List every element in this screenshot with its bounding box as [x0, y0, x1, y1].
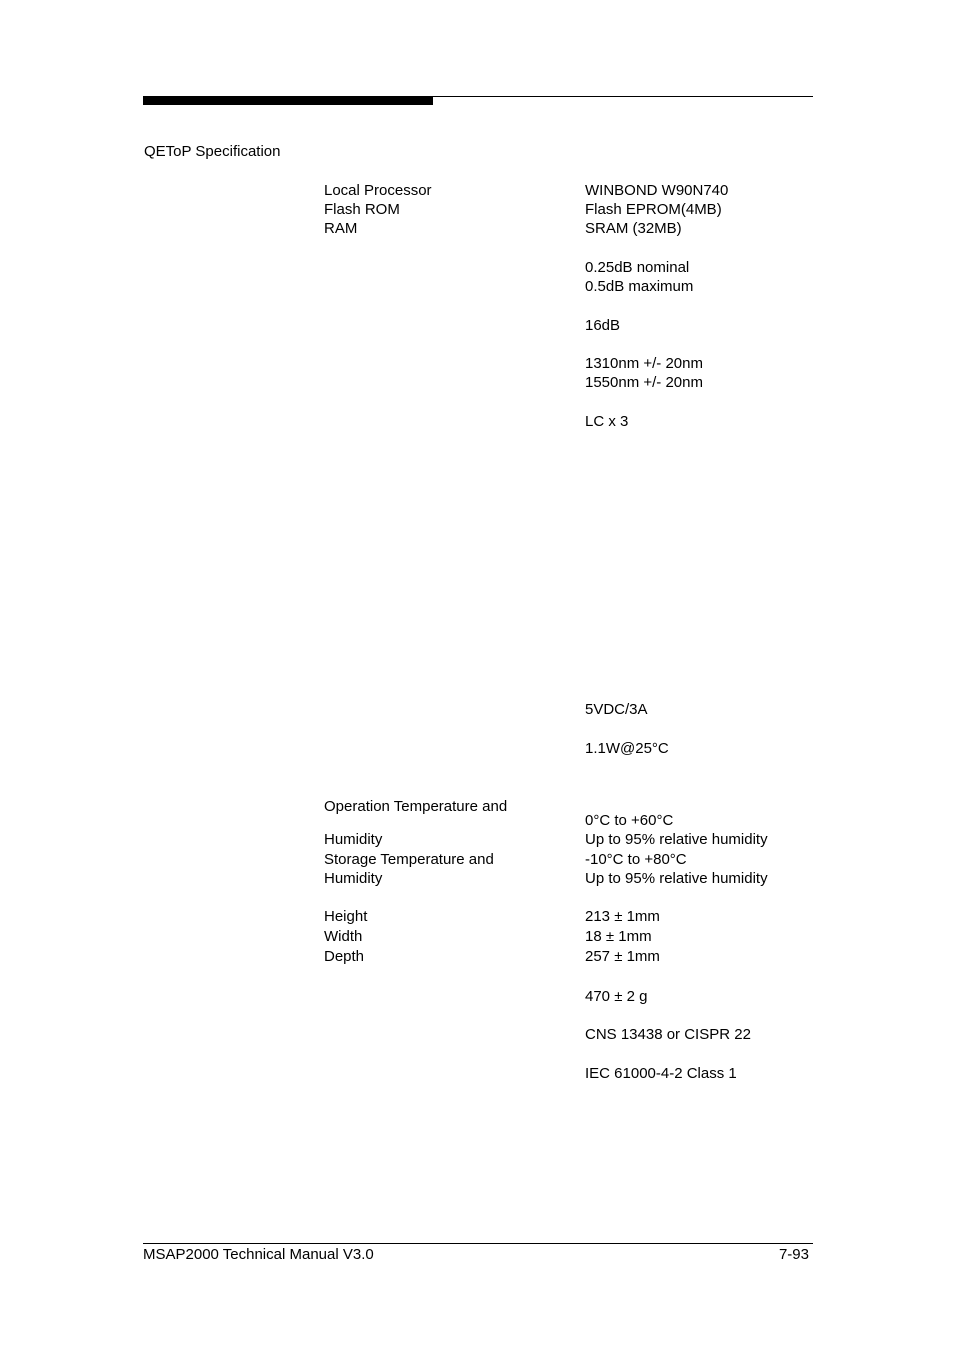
value-storage-humidity: Up to 95% relative humidity	[585, 870, 768, 887]
value-connector: LC x 3	[585, 413, 629, 430]
label-ram: RAM	[324, 220, 358, 237]
value-power-consumption: 1.1W@25°C	[585, 740, 669, 757]
value-operation-humidity: Up to 95% relative humidity	[585, 831, 768, 848]
label-flash-rom: Flash ROM	[324, 201, 400, 218]
value-isolation: 16dB	[585, 317, 621, 334]
label-storage-temperature: Storage Temperature and	[324, 851, 494, 868]
value-weight: 470 ± 2 g	[585, 988, 648, 1005]
footer-rule	[143, 1243, 813, 1244]
value-local-processor: WINBOND W90N740	[585, 182, 729, 199]
label-operation-temperature: Operation Temperature and	[324, 798, 508, 815]
value-width: 18 ± 1mm	[585, 928, 652, 945]
label-local-processor: Local Processor	[324, 182, 432, 199]
header-rule-thin	[433, 96, 813, 97]
value-wavelength-1550: 1550nm +/- 20nm	[585, 374, 703, 391]
footer-manual-title: MSAP2000 Technical Manual V3.0	[143, 1246, 374, 1263]
value-flash-rom: Flash EPROM(4MB)	[585, 201, 722, 218]
label-width: Width	[324, 928, 363, 945]
label-height: Height	[324, 908, 368, 925]
label-operation-humidity: Humidity	[324, 831, 383, 848]
header-rule-thick	[143, 96, 433, 105]
section-title: QEToP Specification	[144, 143, 281, 160]
value-power-input: 5VDC/3A	[585, 701, 648, 718]
value-operation-temperature: 0°C to +60°C	[585, 812, 674, 829]
value-insertion-loss-nominal: 0.25dB nominal	[585, 259, 690, 276]
footer-page-number: 7-93	[778, 1246, 809, 1263]
label-depth: Depth	[324, 948, 365, 965]
value-esd: IEC 61000-4-2 Class 1	[585, 1065, 737, 1082]
label-storage-humidity: Humidity	[324, 870, 383, 887]
value-storage-temperature: -10°C to +80°C	[585, 851, 687, 868]
value-height: 213 ± 1mm	[585, 908, 660, 925]
value-insertion-loss-maximum: 0.5dB maximum	[585, 278, 694, 295]
value-emi: CNS 13438 or CISPR 22	[585, 1026, 751, 1043]
value-wavelength-1310: 1310nm +/- 20nm	[585, 355, 703, 372]
value-depth: 257 ± 1mm	[585, 948, 660, 965]
value-ram: SRAM (32MB)	[585, 220, 682, 237]
